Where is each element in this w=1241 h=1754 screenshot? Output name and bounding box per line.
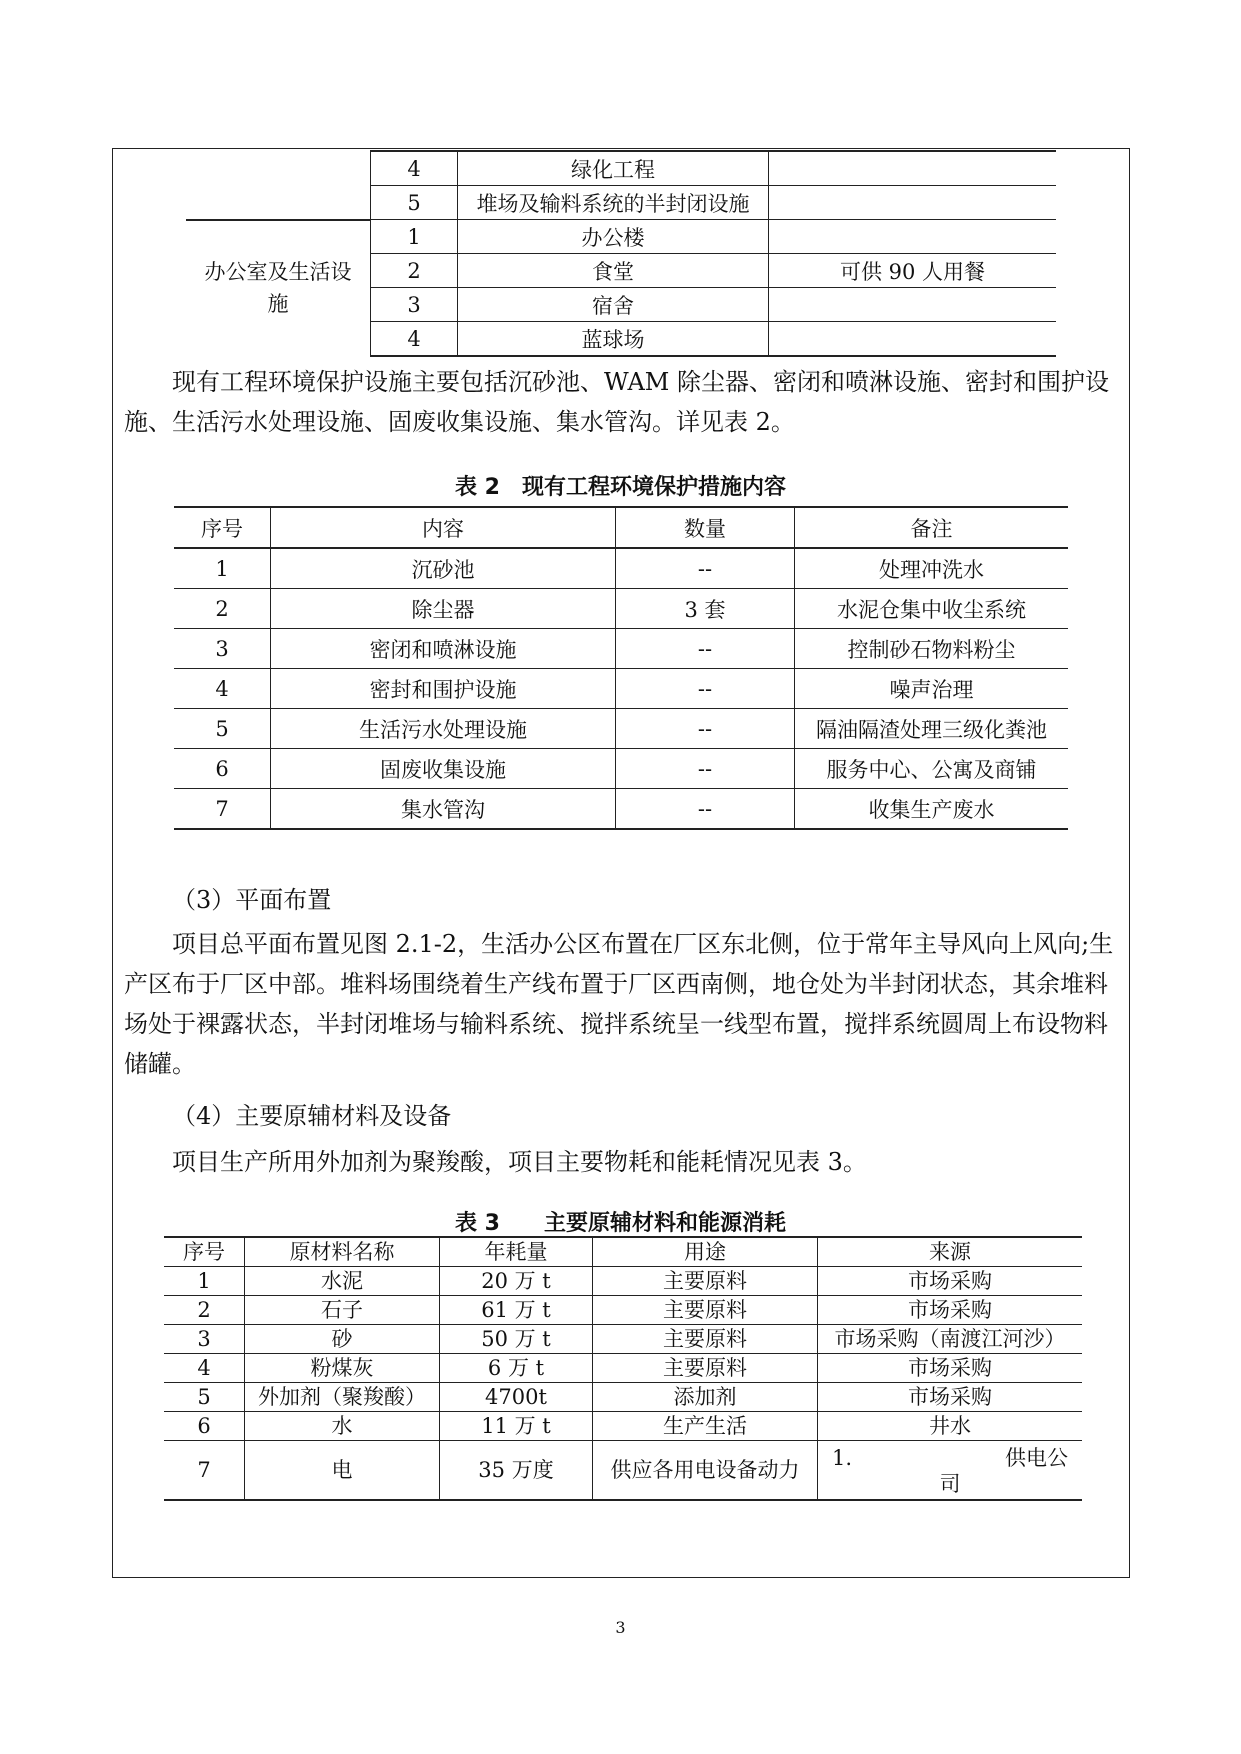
table-cell: 5 bbox=[371, 186, 458, 220]
table-cell: 4 bbox=[164, 1354, 245, 1383]
table-cell: 2 bbox=[164, 1296, 245, 1325]
table-cell: 4 bbox=[371, 151, 458, 186]
table-cell: 5 bbox=[174, 709, 271, 749]
table-cell bbox=[769, 151, 1057, 186]
table-row bbox=[174, 709, 1068, 749]
table-cell: -- bbox=[616, 749, 795, 789]
table-cell: 1 bbox=[371, 220, 458, 254]
table-cell: 1 bbox=[174, 548, 271, 589]
table-cell: 市场采购 bbox=[818, 1383, 1083, 1412]
paragraph: 项目总平面布置见图 2.1-2，生活办公区布置在厂区东北侧，位于常年主导风向上风向;生产区布于厂区中部。堆料场围绕着生产线布置于厂区西南侧，地仓处为半封闭状态，其余堆料场处于裸露状态，半封闭堆场与输料系统、搅拌系统呈一线型布置，搅拌系统圆周上布设物料储罐。 bbox=[124, 930, 1114, 1078]
table-cell: 11 万 t bbox=[440, 1412, 593, 1441]
table-cell: 供应各用电设备动力 bbox=[593, 1441, 818, 1501]
table-row bbox=[174, 589, 1068, 629]
table-cell: 3 bbox=[164, 1325, 245, 1354]
table-cell: 石子 bbox=[245, 1296, 440, 1325]
table-cell: 隔油隔渣处理三级化粪池 bbox=[795, 709, 1069, 749]
table-cell: 主要原料 bbox=[593, 1267, 818, 1296]
source-fragment: 司 bbox=[939, 1472, 961, 1496]
table-cell: 61 万 t bbox=[440, 1296, 593, 1325]
table-cell: 3 bbox=[174, 629, 271, 669]
table-header-row bbox=[174, 507, 1068, 548]
table-cell: 市场采购 bbox=[818, 1267, 1083, 1296]
table-cell: -- bbox=[616, 629, 795, 669]
column-header: 备注 bbox=[795, 507, 1069, 548]
table-cell: 集水管沟 bbox=[271, 789, 616, 830]
facilities-table bbox=[186, 150, 1056, 357]
table-cell: 35 万度 bbox=[440, 1441, 593, 1501]
table-cell bbox=[186, 186, 371, 220]
column-header: 内容 bbox=[271, 507, 616, 548]
group-label-line: 办公室及生活设 bbox=[204, 260, 352, 285]
table-row bbox=[164, 1325, 1082, 1354]
table-cell bbox=[769, 322, 1057, 357]
table-cell: 5 bbox=[164, 1383, 245, 1412]
page-number: 3 bbox=[615, 1618, 626, 1637]
table-cell: 主要原料 bbox=[593, 1296, 818, 1325]
table-cell: 密闭和喷淋设施 bbox=[271, 629, 616, 669]
table-cell bbox=[769, 186, 1057, 220]
table-cell: 固废收集设施 bbox=[271, 749, 616, 789]
table-cell: 食堂 bbox=[458, 254, 769, 288]
column-header: 来源 bbox=[818, 1237, 1083, 1267]
table-cell: 添加剂 bbox=[593, 1383, 818, 1412]
table-cell: 电 bbox=[245, 1441, 440, 1501]
table-cell: 1 bbox=[164, 1267, 245, 1296]
group-label-cell bbox=[186, 220, 371, 357]
table-row bbox=[174, 789, 1068, 830]
section-heading: （3）平面布置 bbox=[172, 886, 332, 914]
column-header: 数量 bbox=[616, 507, 795, 548]
group-label-line: 施 bbox=[267, 292, 289, 317]
table-cell: 水泥仓集中收尘系统 bbox=[795, 589, 1069, 629]
table-cell: 6 万 t bbox=[440, 1354, 593, 1383]
table-cell: 市场采购 bbox=[818, 1296, 1083, 1325]
table-cell: 4 bbox=[371, 322, 458, 357]
table-row bbox=[186, 151, 1056, 186]
table-row bbox=[174, 629, 1068, 669]
table-row bbox=[186, 220, 1056, 254]
source-fragment: 1. bbox=[832, 1446, 853, 1470]
table-cell: 2 bbox=[371, 254, 458, 288]
table-cell bbox=[769, 220, 1057, 254]
section-heading: （4）主要原辅材料及设备 bbox=[172, 1102, 452, 1130]
table-row bbox=[164, 1383, 1082, 1412]
table-cell: 办公楼 bbox=[458, 220, 769, 254]
table-row bbox=[174, 749, 1068, 789]
table-cell: 主要原料 bbox=[593, 1354, 818, 1383]
table-row bbox=[174, 548, 1068, 589]
table-cell: 绿化工程 bbox=[458, 151, 769, 186]
table-cell bbox=[818, 1441, 1083, 1501]
table-cell: 7 bbox=[174, 789, 271, 830]
table-cell: 除尘器 bbox=[271, 589, 616, 629]
table-row bbox=[186, 186, 1056, 220]
table-cell: 2 bbox=[174, 589, 271, 629]
table-row bbox=[174, 669, 1068, 709]
table-caption: 表 2 现有工程环境保护措施内容 bbox=[455, 475, 786, 500]
table-cell: 50 万 t bbox=[440, 1325, 593, 1354]
table-cell: 井水 bbox=[818, 1412, 1083, 1441]
table-cell: 服务中心、公寓及商铺 bbox=[795, 749, 1069, 789]
column-header: 年耗量 bbox=[440, 1237, 593, 1267]
table-cell: 生产生活 bbox=[593, 1412, 818, 1441]
table-cell: 砂 bbox=[245, 1325, 440, 1354]
table-cell: 粉煤灰 bbox=[245, 1354, 440, 1383]
table-cell: 3 bbox=[371, 288, 458, 322]
table-cell: 市场采购 bbox=[818, 1354, 1083, 1383]
table-cell: 市场采购（南渡江河沙） bbox=[818, 1325, 1083, 1354]
protection-table bbox=[174, 506, 1068, 830]
table-row bbox=[164, 1354, 1082, 1383]
table-cell: 6 bbox=[164, 1412, 245, 1441]
table-header-row bbox=[164, 1237, 1082, 1267]
source-fragment: 供电公 bbox=[1005, 1446, 1068, 1470]
table-cell: 噪声治理 bbox=[795, 669, 1069, 709]
table-cell: -- bbox=[616, 709, 795, 749]
table-cell: -- bbox=[616, 548, 795, 589]
table-cell: 可供 90 人用餐 bbox=[769, 254, 1057, 288]
table-cell: 处理冲洗水 bbox=[795, 548, 1069, 589]
materials-table bbox=[164, 1236, 1082, 1501]
table-cell: 宿舍 bbox=[458, 288, 769, 322]
table-cell: 蓝球场 bbox=[458, 322, 769, 357]
table-cell: 20 万 t bbox=[440, 1267, 593, 1296]
table-row bbox=[164, 1441, 1082, 1501]
table-cell: 外加剂（聚羧酸） bbox=[245, 1383, 440, 1412]
table-cell: 主要原料 bbox=[593, 1325, 818, 1354]
table-cell: 收集生产废水 bbox=[795, 789, 1069, 830]
table-cell: 水 bbox=[245, 1412, 440, 1441]
table-cell: 水泥 bbox=[245, 1267, 440, 1296]
table-cell: 沉砂池 bbox=[271, 548, 616, 589]
table-cell: 7 bbox=[164, 1441, 245, 1501]
column-header: 序号 bbox=[174, 507, 271, 548]
paragraph: 项目生产所用外加剂为聚羧酸，项目主要物耗和能耗情况见表 3。 bbox=[172, 1148, 867, 1176]
table-cell: 密封和围护设施 bbox=[271, 669, 616, 709]
table-cell bbox=[186, 151, 371, 186]
table-cell: 4700t bbox=[440, 1383, 593, 1412]
table-cell: 堆场及输料系统的半封闭设施 bbox=[458, 186, 769, 220]
column-header: 原材料名称 bbox=[245, 1237, 440, 1267]
table-row bbox=[164, 1296, 1082, 1325]
table-row bbox=[164, 1412, 1082, 1441]
table-cell: 6 bbox=[174, 749, 271, 789]
table-cell bbox=[769, 288, 1057, 322]
source-cell-content bbox=[818, 1441, 1082, 1499]
paragraph: 现有工程环境保护设施主要包括沉砂池、WAM 除尘器、密闭和喷淋设施、密封和围护设施、生活污水处理设施、固废收集设施、集水管沟。详见表 2。 bbox=[124, 368, 1110, 436]
table-caption: 表 3 主要原辅材料和能源消耗 bbox=[455, 1211, 786, 1236]
table-cell: -- bbox=[616, 789, 795, 830]
column-header: 序号 bbox=[164, 1237, 245, 1267]
table-cell: 控制砂石物料粉尘 bbox=[795, 629, 1069, 669]
table-row bbox=[164, 1267, 1082, 1296]
table-cell: -- bbox=[616, 669, 795, 709]
column-header: 用途 bbox=[593, 1237, 818, 1267]
table-cell: 3 套 bbox=[616, 589, 795, 629]
table-cell: 生活污水处理设施 bbox=[271, 709, 616, 749]
table-cell: 4 bbox=[174, 669, 271, 709]
